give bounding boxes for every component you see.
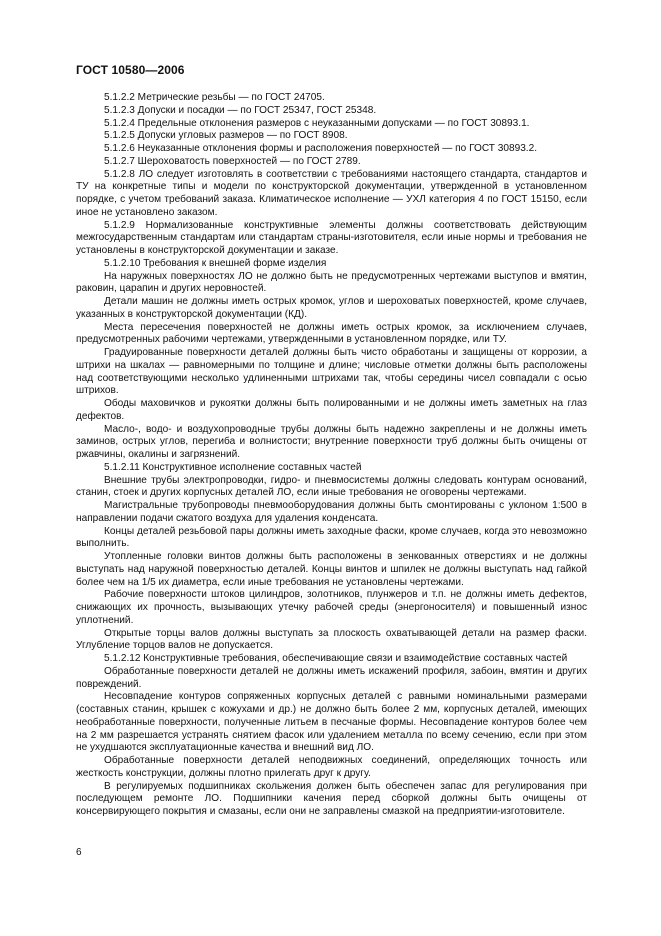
clause-5-1-2-12-heading: 5.1.2.12 Конструктивные требования, обеспечивающие связи и взаимодействие составных частей xyxy=(104,653,568,664)
paragraph: Места пересечения поверхностей не должны иметь острых кромок, за исключением случаев, предусмотренных рабочими чертежами, утвержденными в установленном порядке, или ТУ. xyxy=(76,321,587,346)
paragraph: Обработанные поверхности деталей неподвижных соединений, определяющих точность или жесткость конструкции, должны плотно прилегать друг к другу. xyxy=(76,755,587,779)
paragraph: Ободы маховичков и рукоятки должны быть полированными и не должны иметь заметных на глаз дефектов. xyxy=(76,398,587,422)
paragraph: Утопленные головки винтов должны быть расположены в зенкованных отверстиях и не должны выступать над наружной поверхностью деталей. Концы винтов и шпилек не должны выступать над гайкой более чем на 1/5 их диаметра, если иные требования не установлены чертежами. xyxy=(76,551,587,588)
paragraph: На наружных поверхностях ЛО не должно быть не предусмотренных чертежами выступов и вмятин, раковин, царапин и других неровностей. xyxy=(76,270,587,295)
clause-5-1-2-7: 5.1.2.7 Шероховатость поверхностей — по ГОСТ 2789. xyxy=(104,155,361,167)
paragraph: Масло-, водо- и воздухопроводные трубы должны быть надежно закреплены и не должны иметь заминов, острых углов, перегиба и волнистости; внутренние поверхности труб должны быть очищены от ржавчины, окалины и загрязнений. xyxy=(76,423,587,460)
paragraph: Магистральные трубопроводы пневмооборудования должны быть смонтированы с уклоном 1:500 в направлении подачи сжатого воздуха для удаления конденсата. xyxy=(76,500,587,524)
paragraph: Градуированные поверхности деталей должны быть чисто обработаны и защищены от коррозии, а штрихи на шкалах — равномерными по толщине и длине; числовые отметки должны быть расположены над соответствующими несколько удлиненными штрихами так, чтобы середины чисел совпадали с осью штрихов. xyxy=(76,347,587,397)
paragraph: Внешние трубы электропроводки, гидро- и пневмосистемы должны следовать контурам оснований, станин, стоек и других корпусных деталей ЛО, если иные требования не оговорены чертежами. xyxy=(76,474,587,499)
clause-5-1-2-2: 5.1.2.2 Метрические резьбы — по ГОСТ 24705. xyxy=(104,92,325,103)
clause-5-1-2-9: 5.1.2.9 Нормализованные конструктивные элементы должны соответствовать действующим межгосударственным стандартам или стандартам страны-изготовителя, если иные нормы и требования не установлены в конструкторской документации и заказе. xyxy=(76,219,587,256)
paragraph: В регулируемых подшипниках скольжения должен быть обеспечен запас для регулирования при последующем ремонте ЛО. Подшипники качения перед сборкой должны быть очищены от консервирующего покрытия и смазаны, если они не заправлены смазкой на предприятии-изготовителе. xyxy=(76,780,587,817)
clause-5-1-2-6: 5.1.2.6 Неуказанные отклонения формы и расположения поверхностей — по ГОСТ 30893.2. xyxy=(104,143,538,154)
paragraph: Открытые торцы валов должны выступать за плоскость охватывающей детали на размер фаски. Углубление торцов валов не допускается. xyxy=(76,627,587,652)
clause-5-1-2-4: 5.1.2.4 Предельные отклонения размеров с неуказанными допусками — по ГОСТ 30893.1. xyxy=(104,117,530,129)
paragraph: Концы деталей резьбовой пары должны иметь заходные фаски, кроме случаев, когда это невозможно выполнить. xyxy=(76,525,587,550)
clause-5-1-2-3: 5.1.2.3 Допуски и посадки — по ГОСТ 25347, ГОСТ 25348. xyxy=(104,104,377,116)
clause-5-1-2-11-heading: 5.1.2.11 Конструктивное исполнение составных частей xyxy=(104,461,362,473)
document-header: ГОСТ 10580—2006 xyxy=(76,63,185,77)
clause-5-1-2-5: 5.1.2.5 Допуски угловых размеров — по ГОСТ 8908. xyxy=(104,130,348,142)
document-body xyxy=(76,92,587,819)
clause-5-1-2-8: 5.1.2.8 ЛО следует изготовлять в соответствии с требованиями настоящего стандарта, стандартов и ТУ на конкретные типы и модели по конструкторской документации, утвержденной в установленном порядке, с учетом требований заказа. Климатическое исполнение — УХЛ категория 4 по ГОСТ 15150, если иное не установлено заказом. xyxy=(76,168,587,218)
paragraph: Обработанные поверхности деталей не должны иметь искажений профиля, забоин, вмятин и других повреждений. xyxy=(76,665,587,690)
paragraph: Детали машин не должны иметь острых кромок, углов и шероховатых поверхностей, кроме случаев, указанных в конструкторской документации (КД). xyxy=(76,296,587,320)
clause-5-1-2-10-heading: 5.1.2.10 Требования к внешней форме изделия xyxy=(104,257,327,269)
paragraph: Несовпадение контуров сопряженных корпусных деталей с равными номинальными размерами (составных станин, крышек с кожухами и др.) не должно быть более 2 мм, корпусных деталей, имеющих необработанные поверхности, полученные литьем в песчаные формы. Несовпадение контуров более чем на 2 мм разрешается устранять снятием фасок или удалением металла по всему сечению, если при этом не ухудшаются эксплуатационные качества и внешний вид ЛО. xyxy=(76,691,587,754)
page-number: 6 xyxy=(76,847,82,858)
paragraph: Рабочие поверхности штоков цилиндров, золотников, плунжеров и т.п. не должны иметь дефектов, снижающих их прочность, вызывающих утечку рабочей среды (энергоносителя) и повышенный износ уплотнений. xyxy=(76,589,587,626)
